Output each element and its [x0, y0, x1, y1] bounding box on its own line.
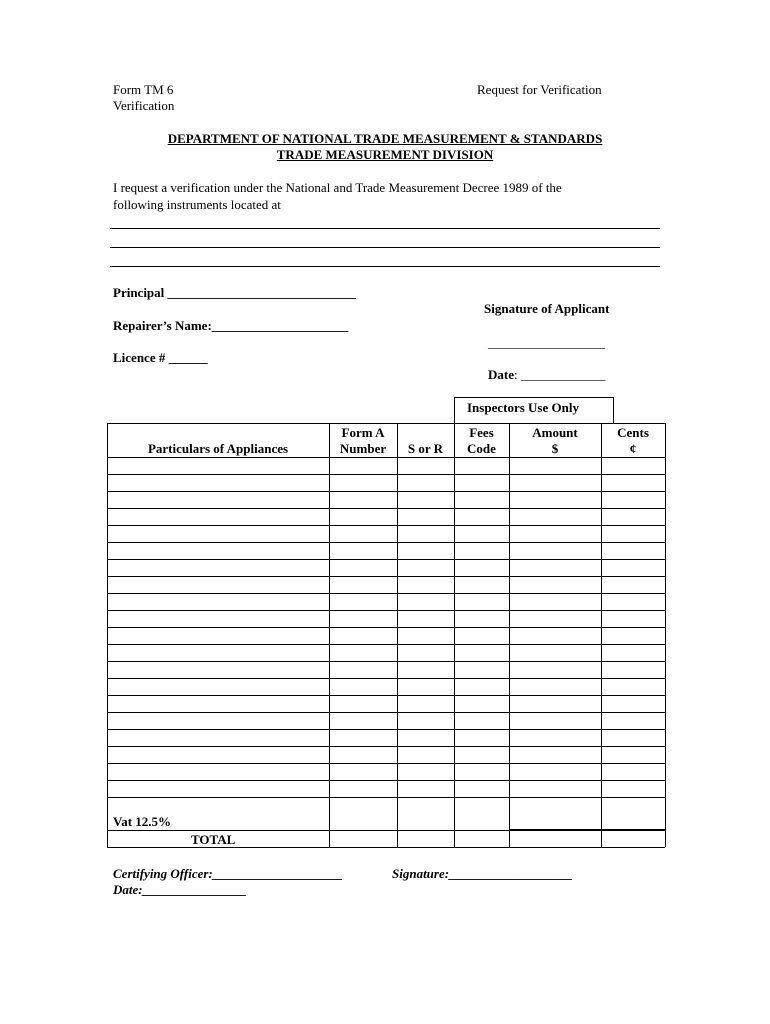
table-column-line-1: [107, 423, 108, 847]
form-code: Form TM 6: [113, 82, 174, 97]
header-cents-line2: ¢: [629, 441, 637, 456]
header-form-a-line1: Form A: [341, 425, 385, 440]
location-line-1[interactable]: [110, 228, 660, 229]
header-amount-line2: $: [551, 441, 559, 456]
table-column-line-5: [509, 423, 510, 847]
amount-underline: [509, 829, 665, 830]
table-column-line-2: [329, 423, 330, 847]
applicant-signature-line[interactable]: __________________: [488, 335, 605, 350]
table-top-border: [107, 423, 665, 424]
table-row-line-20: [107, 797, 665, 798]
table-row-line-10: [107, 627, 665, 628]
applicant-date-field[interactable]: [488, 367, 605, 383]
officer-date-field[interactable]: Date:________________: [113, 882, 247, 897]
table-row-line-12: [107, 661, 665, 662]
header-form-a-line2: Number: [339, 441, 387, 456]
table-row-line-9: [107, 610, 665, 611]
header-particulars: Particulars of Appliances: [147, 441, 289, 456]
form-subtitle: Verification: [113, 98, 175, 113]
inspectors-use-label: Inspectors Use Only: [467, 400, 579, 415]
intro-line-1: I request a verification under the National and Trade Measurement Decree 1989 of the: [113, 180, 562, 195]
table-row-line-19: [107, 780, 665, 781]
certifying-officer-field[interactable]: Certifying Officer:____________________: [113, 866, 343, 881]
table-column-line-7: [665, 423, 666, 847]
date-label: Date: [488, 367, 514, 382]
division-title: TRADE MEASUREMENT DIVISION: [276, 147, 494, 162]
table-row-line-16: [107, 729, 665, 730]
table-row-line-8: [107, 593, 665, 594]
header-cents-line1: Cents: [617, 425, 649, 440]
table-row-line-5: [107, 542, 665, 543]
header-amount-line1: Amount: [532, 425, 578, 440]
officer-signature-field[interactable]: Signature:___________________: [392, 866, 573, 881]
table-column-line-4: [454, 423, 455, 847]
request-title: Request for Verification: [477, 82, 602, 97]
signature-heading: Signature of Applicant: [484, 301, 610, 316]
intro-line-2: following instruments located at: [113, 197, 281, 212]
table-header-bottom-border: [107, 457, 665, 458]
table-column-line-6: [601, 423, 602, 847]
table-row-line-17: [107, 746, 665, 747]
total-label: TOTAL: [191, 832, 236, 847]
header-fees-line1: Fees: [469, 425, 494, 440]
table-row-line-3: [107, 508, 665, 509]
vat-label: Vat 12.5%: [113, 814, 172, 829]
header-fees-line2: Code: [467, 441, 496, 456]
table-row-line-15: [107, 712, 665, 713]
table-column-line-3: [397, 423, 398, 847]
repairer-name-field[interactable]: Repairer’s Name:_____________________: [113, 318, 349, 333]
licence-field[interactable]: Licence # ______: [113, 350, 208, 365]
date-line: : _____________: [514, 367, 606, 382]
department-title: DEPARTMENT OF NATIONAL TRADE MEASUREMENT & STANDARDS: [167, 131, 603, 146]
table-row-line-18: [107, 763, 665, 764]
table-row-line-14: [107, 695, 665, 696]
table-row-line-2: [107, 491, 665, 492]
principal-field[interactable]: Principal _____________________________: [113, 285, 357, 300]
location-line-3[interactable]: [110, 266, 660, 267]
table-row-line-13: [107, 678, 665, 679]
table-row-line-1: [107, 474, 665, 475]
table-row-line-4: [107, 525, 665, 526]
header-s-or-r: S or R: [407, 441, 444, 456]
table-row-line-6: [107, 559, 665, 560]
vat-row-bottom-border: [107, 830, 665, 831]
table-row-line-7: [107, 576, 665, 577]
location-line-2[interactable]: [110, 247, 660, 248]
table-row-line-11: [107, 644, 665, 645]
